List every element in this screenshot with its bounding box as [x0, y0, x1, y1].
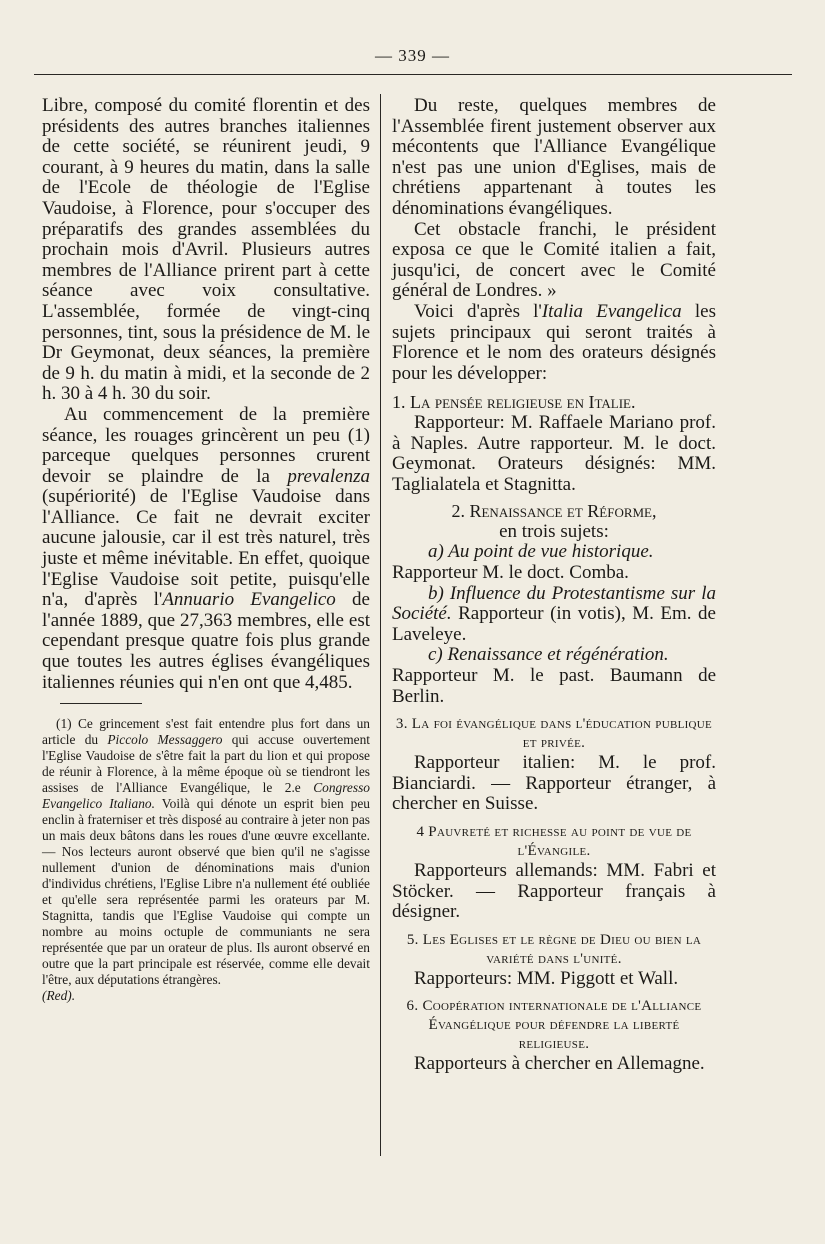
section-3-title: 3. La foi évangélique dans l'éducation publique et privée.	[395, 716, 713, 752]
left-column	[42, 96, 370, 1004]
left-paragraph-2	[42, 405, 370, 693]
paragraph-text: Voici d'après l'	[414, 300, 542, 322]
item-label: c)	[428, 644, 448, 666]
italic-title: Piccolo Messaggero	[107, 732, 223, 748]
section-2c-body: Rapporteur M. le past. Baumann de Berlin.	[392, 665, 716, 707]
paragraph-text: (supériorité) de l'Eglise Vaudoise dans l'Alliance. Ce fait ne devrait exciter aucune jalousie, car il est très naturel, très juste et même inévitable. En effet, quoique l'Eglise Vaudoise soit petite, puisqu'elle n'a, d'après l'	[42, 486, 370, 611]
right-paragraph-2: Cet obstacle franchi, le président exposa ce que le Comité italien a fait, jusqu'ici, de concert avec le Comité général de Londres. »	[392, 218, 716, 302]
item-label: a)	[428, 541, 449, 563]
section-6-title: 6. Coopération internationale de l'Alliance Évangélique pour défendre la liberté religieuse.	[406, 998, 702, 1053]
left-paragraph-1: Libre, composé du comité florentin et des présidents des autres branches italiennes de cette société, se réunirent jeudi, 9 courant, à 9 heures du matin, dans la salle de l'Ecole de théologie de l'Eglise Vaudoise, à Florence, pour s'occuper des préparatifs des grandes assemblées du prochain mois d'Avril. Plusieurs autres membres de l'Alliance prirent part à cette séance avec voix consultative. L'assemblée, formée de vingt-cinq personnes, tint, sous la présidence de M. le Dr Geymonat, deux séances, la première de 9 h. du matin à midi, et la seconde de 2 h. 30 à 4 h. 30 du soir.	[42, 95, 370, 405]
footnote	[42, 716, 370, 988]
italic-term: prevalenza	[287, 465, 370, 487]
right-column	[392, 96, 716, 1075]
item-title: Influence du Protestantisme sur la Société.	[392, 582, 716, 625]
paragraph-text: de l'année 1889, que 27,363 membres, elle est cependant presque quatre fois plus grande que toutes les autres églises évangéliques italiennes réunies qui n'en ont que 4,485.	[42, 589, 370, 693]
italic-title: Congresso Evangelico Italiano.	[42, 780, 370, 812]
section-2b	[392, 584, 716, 646]
right-paragraph-1: Du reste, quelques membres de l'Assemblée firent justement observer aux mécontents que l'Alliance Evangélique n'est pas une union d'Eglises, mais de chrétiens appartenant à toutes les dénominations évangéliques.	[392, 95, 716, 219]
section-5-body: Rapporteurs: MM. Piggott et Wall.	[414, 967, 679, 989]
right-paragraph-3	[392, 302, 716, 384]
italic-title: Italia Evangelica	[541, 300, 682, 322]
column-divider	[380, 94, 381, 1156]
footnote-text: qui accuse ouvertement l'Eglise Vaudoise de s'être fait la part du lion et qui propose de réunir à Florence, à la même époque où se tiendront les assises de l'Alliance Evangélique, le 2.e	[42, 732, 370, 796]
section-1-title: 1. La pensée religieuse en Italie.	[392, 392, 636, 413]
footnote-text: (1) Ce grincement s'est fait entendre plus fort dans un article du	[42, 716, 370, 748]
page-number: — 339 —	[375, 46, 450, 65]
paragraph-text: Au commencement de la première séance, les rouages grincèrent un peu (1) parceque quelques personnes crurent devoir se plaindre de la	[42, 403, 370, 487]
section-4-title: 4 Pauvreté et richesse au point de vue de l'Évangile.	[416, 824, 692, 859]
section-3-body: Rapporteur italien: M. le prof. Bianciardi. — Rapporteur étranger, à chercher en Suisse.	[392, 752, 716, 815]
section-4-body: Rapporteurs allemands: MM. Fabri et Stöcker. — Rapporteur français à désigner.	[392, 860, 716, 923]
item-title: Au point de vue historique.	[448, 541, 654, 563]
footnote-text: Voilà qui dénote un esprit bien peu enclin à fraterniser et très disposé au contraire à jeter non pas un mais deux bâtons dans les roues d'une œuvre excellante. — Nos lecteurs auront observé que bien qu'il ne s'agisse nullement d'union de dénominations mais d'union d'individus chrétiens, l'Eglise Libre n'a nullement été oubliée et qu'elle sera représentée parmi les orateurs par M. Stagnitta, tandis que l'Eglise Vaudoise qui compte un nombre au moins octuple de communiants ne sera représentée que par un orateur de plus. Ils auront observé en outre que la part principale est réservée, comme elle devait l'être, aux députations étrangères.	[42, 796, 370, 988]
item-body: Rapporteur (in votis), M. Em. de Laveleye.	[392, 603, 716, 645]
header-rule	[34, 74, 792, 75]
section-2-subtitle: en trois sujets:	[499, 520, 609, 542]
section-5-title: 5. Les Eglises et le règne de Dieu ou bien la variété dans l'unité.	[406, 931, 702, 967]
italic-title: Annuario Evangelico	[162, 589, 336, 611]
signature-text: (Red).	[42, 988, 76, 1004]
item-label: b)	[428, 582, 450, 604]
footnote-signature	[42, 988, 370, 1004]
footnote-rule	[60, 703, 142, 704]
paragraph-text: les sujets principaux qui seront traités à Florence et le nom des orateurs désignés pour les développer:	[392, 300, 716, 384]
section-6-body: Rapporteurs à chercher en Allemagne.	[414, 1053, 705, 1075]
item-title: Renaissance et régénération.	[447, 644, 669, 666]
section-2-title: 2. Renaissance et Réforme,	[451, 501, 657, 522]
section-2a-heading	[392, 542, 716, 563]
section-2c-heading	[392, 645, 716, 666]
section-1-body: Rapporteur: M. Raffaele Mariano prof. à Naples. Autre rapporteur. M. le doct. Geymonat. Orateurs désignés: MM. Taglialatela et Stagnitta.	[392, 411, 716, 495]
section-2a-body: Rapporteur M. le doct. Comba.	[392, 562, 629, 584]
